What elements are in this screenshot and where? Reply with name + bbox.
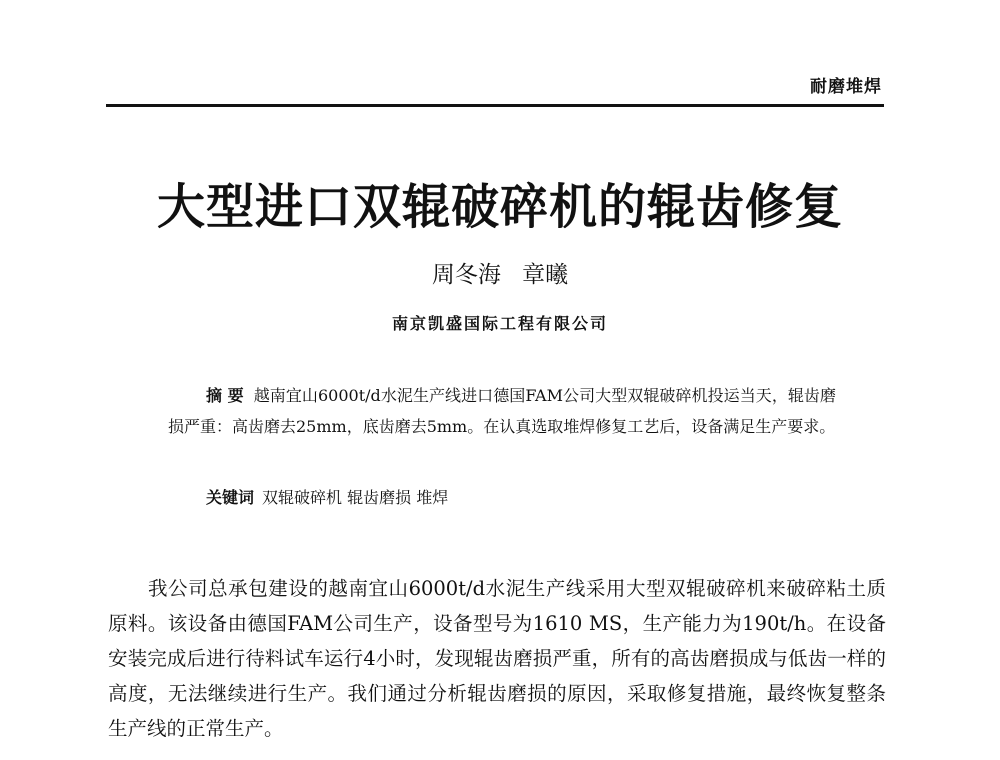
body-paragraph: 我公司总承包建设的越南宜山6000t/d水泥生产线采用大型双辊破碎机来破碎粘土质原料。该设备由德国FAM公司生产，设备型号为1610 MS，生产能力为190t/h。在设备安装完成后进行待料试车运行4小时，发现辊齿磨损严重，所有的高齿磨损成与低齿一样的高度，无法继续进行生产。我们通过分析辊齿磨损的原因，采取修复措施，最终恢复整条生产线的正常生产。 — [108, 577, 886, 740]
keywords — [206, 486, 846, 510]
paper-title: 大型进口双辊破碎机的辊齿修复 — [156, 179, 843, 235]
abstract-text: 越南宜山6000t/d水泥生产线进口德国FAM公司大型双辊破碎机投运当天，辊齿磨损严重：高齿磨去25mm，底齿磨去5mm。在认真选取堆焊修复工艺后，设备满足生产要求。 — [168, 386, 836, 436]
abstract — [168, 380, 836, 442]
keywords-label: 关键词 — [206, 488, 255, 507]
affiliation: 南京凯盛国际工程有限公司 — [391, 314, 608, 333]
abstract-label: 摘 要 — [206, 386, 244, 405]
authors: 周冬海 章曦 — [431, 262, 569, 288]
section-tag: 耐磨堆焊 — [810, 77, 882, 97]
keywords-text: 双辊破碎机 辊齿磨损 堆焊 — [262, 488, 449, 507]
header-rule — [106, 104, 884, 107]
